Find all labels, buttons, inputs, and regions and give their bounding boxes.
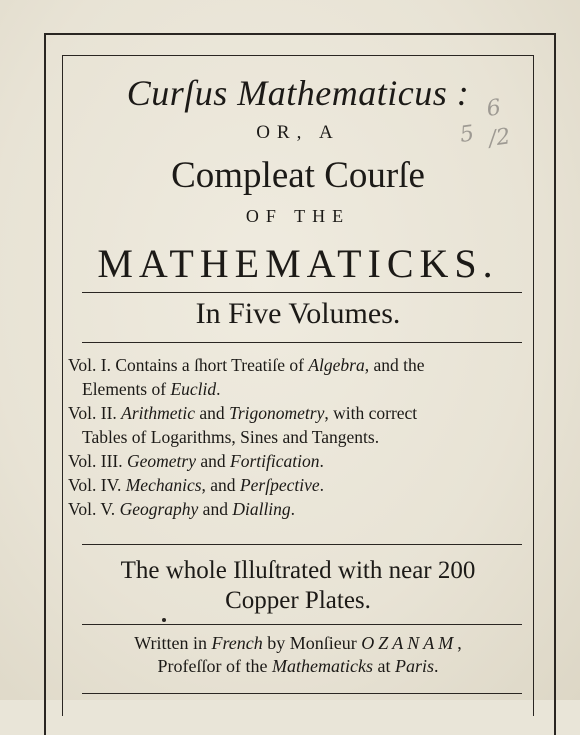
- pencil-shelfmark: 6 5 /2: [458, 95, 512, 152]
- divider-rule: [82, 544, 522, 545]
- author-name: OZANAM: [361, 633, 458, 653]
- subtitle-compleat-course: Compleat Courſe: [171, 155, 425, 196]
- book-title: Curſus Mathematicus :: [126, 73, 470, 113]
- volume-4: Vol. IV. Mechanics, and Perſpective.: [68, 475, 324, 495]
- ink-dot: [162, 618, 166, 622]
- volume-3: Vol. III. Geometry and Fortification.: [68, 451, 324, 471]
- written-line: Written in French by Monſieur OZANAM,: [134, 633, 462, 653]
- mathematicks-heading: MATHEMATICKS.: [97, 241, 499, 286]
- volume-2: Vol. II. Arithmetic and Trigonometry, with correct: [68, 403, 418, 423]
- divider-rule: [82, 292, 522, 293]
- professor-line: Profeſſor of the Mathematicks at Paris.: [157, 656, 439, 676]
- or-a-line: OR, A: [256, 122, 340, 143]
- volumes-list: [68, 353, 526, 521]
- illustrated-note: The whole Illuſtrated with near 200 Copper Plates.: [120, 557, 476, 614]
- author-credit: [62, 632, 534, 678]
- in-five-volumes: In Five Volumes.: [195, 297, 401, 330]
- volume-2-continued: Tables of Logarithms, Sines and Tangents.: [82, 427, 380, 447]
- divider-rule: [82, 693, 522, 694]
- divider-rule: [82, 342, 522, 343]
- divider-rule: [82, 624, 522, 625]
- volume-1-continued: Elements of Euclid.: [82, 379, 221, 399]
- of-the-line: OF THE: [245, 206, 351, 226]
- volume-5: Vol. V. Geography and Dialling.: [68, 499, 296, 519]
- volume-1: Vol. I. Contains a ſhort Treatiſe of Algebra, and the: [68, 355, 425, 375]
